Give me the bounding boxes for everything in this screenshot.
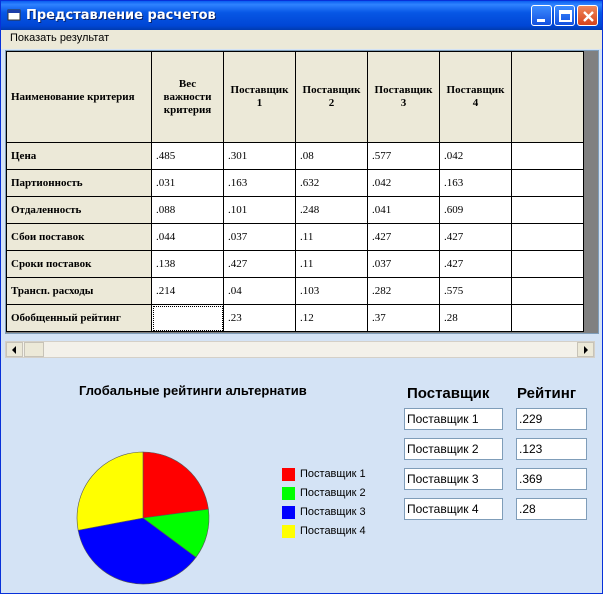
row-header: Отдаленность: [7, 197, 152, 224]
table-cell[interactable]: .101: [224, 197, 296, 224]
table-cell[interactable]: .575: [440, 278, 512, 305]
scroll-left-button[interactable]: [6, 342, 23, 357]
supplier-field[interactable]: Поставщик 2: [404, 438, 503, 460]
table-cell[interactable]: .427: [440, 224, 512, 251]
menu-show-result[interactable]: Показать результат: [10, 32, 110, 44]
menu-bar: [1, 30, 602, 49]
table-cell[interactable]: .301: [224, 143, 296, 170]
supplier-column-header: Поставщик: [407, 385, 490, 402]
supplier-field[interactable]: Поставщик 1: [404, 408, 503, 430]
column-header: Поставщик 2: [296, 52, 368, 143]
column-header: Наименование критерия: [7, 52, 152, 143]
maximize-button[interactable]: [554, 5, 575, 26]
table-cell[interactable]: .37: [368, 305, 440, 332]
table-cell[interactable]: [512, 278, 584, 305]
table-row: [7, 197, 584, 224]
table-cell[interactable]: .042: [368, 170, 440, 197]
legend-label: Поставщик 4: [300, 525, 366, 537]
scroll-thumb[interactable]: [24, 342, 44, 357]
rating-field[interactable]: .28: [516, 498, 587, 520]
pie-chart: [71, 446, 216, 591]
table-cell[interactable]: .28: [440, 305, 512, 332]
table-cell[interactable]: .163: [440, 170, 512, 197]
legend-swatch: [282, 506, 295, 519]
table-cell[interactable]: .042: [440, 143, 512, 170]
table-cell[interactable]: .11: [296, 224, 368, 251]
pie-slice-1: [143, 452, 208, 518]
table-row: [7, 251, 584, 278]
table-cell[interactable]: .427: [368, 224, 440, 251]
rating-field[interactable]: .229: [516, 408, 587, 430]
table-cell[interactable]: [512, 305, 584, 332]
table-cell[interactable]: .485: [152, 143, 224, 170]
row-header: Обобщенный рейтинг: [7, 305, 152, 332]
horizontal-scrollbar[interactable]: [5, 341, 595, 358]
supplier-field[interactable]: Поставщик 4: [404, 498, 503, 520]
table-cell[interactable]: [512, 251, 584, 278]
criteria-table: [6, 51, 584, 332]
table-row: [7, 143, 584, 170]
table-cell[interactable]: .23: [224, 305, 296, 332]
table-row: [7, 305, 584, 332]
legend-label: Поставщик 1: [300, 468, 366, 480]
table-cell[interactable]: .214: [152, 278, 224, 305]
chart-title: Глобальные рейтинги альтернатив: [79, 383, 307, 398]
table-cell[interactable]: .031: [152, 170, 224, 197]
table-cell[interactable]: [512, 170, 584, 197]
legend-swatch: [282, 487, 295, 500]
column-header: Поставщик 1: [224, 52, 296, 143]
row-header: Сбои поставок: [7, 224, 152, 251]
table-cell[interactable]: .138: [152, 251, 224, 278]
close-button[interactable]: [577, 5, 598, 26]
table-cell[interactable]: .103: [296, 278, 368, 305]
table-row: [7, 224, 584, 251]
rating-field[interactable]: .369: [516, 468, 587, 490]
close-icon: [578, 6, 599, 27]
app-icon: [7, 8, 21, 22]
scroll-right-button[interactable]: [577, 342, 594, 357]
table-cell[interactable]: .088: [152, 197, 224, 224]
legend-label: Поставщик 3: [300, 506, 366, 518]
table-cell[interactable]: .609: [440, 197, 512, 224]
legend-swatch: [282, 525, 295, 538]
table-cell[interactable]: .11: [296, 251, 368, 278]
table-cell[interactable]: [512, 143, 584, 170]
window-title: Представление расчетов: [26, 8, 216, 23]
row-header: Трансп. расходы: [7, 278, 152, 305]
row-header: Сроки поставок: [7, 251, 152, 278]
supplier-field[interactable]: Поставщик 3: [404, 468, 503, 490]
rating-column-header: Рейтинг: [517, 385, 577, 402]
table-row: [7, 170, 584, 197]
table-cell[interactable]: .248: [296, 197, 368, 224]
minimize-icon: [532, 6, 553, 27]
maximize-icon: [555, 6, 576, 27]
pie-slice-4: [77, 452, 143, 530]
column-header: [512, 52, 584, 143]
table-row: [7, 278, 584, 305]
table-cell[interactable]: [512, 197, 584, 224]
table-cell[interactable]: .282: [368, 278, 440, 305]
legend-label: Поставщик 2: [300, 487, 366, 499]
table-cell[interactable]: .427: [224, 251, 296, 278]
table-cell[interactable]: [512, 224, 584, 251]
arrow-right-icon: [578, 343, 593, 356]
table-cell[interactable]: .427: [440, 251, 512, 278]
column-header: Поставщик 4: [440, 52, 512, 143]
table-cell[interactable]: .037: [224, 224, 296, 251]
table-header-row: [7, 52, 584, 143]
column-header: Поставщик 3: [368, 52, 440, 143]
table-cell[interactable]: [152, 305, 224, 332]
row-header: Партионность: [7, 170, 152, 197]
table-cell[interactable]: .577: [368, 143, 440, 170]
table-cell[interactable]: .163: [224, 170, 296, 197]
rating-field[interactable]: .123: [516, 438, 587, 460]
minimize-button[interactable]: [531, 5, 552, 26]
row-header: Цена: [7, 143, 152, 170]
title-bar[interactable]: [1, 1, 602, 30]
criteria-grid[interactable]: [5, 50, 599, 334]
table-cell[interactable]: .044: [152, 224, 224, 251]
arrow-left-icon: [7, 343, 22, 356]
table-cell[interactable]: .04: [224, 278, 296, 305]
column-header: Вес важности критерия: [152, 52, 224, 143]
table-cell[interactable]: .037: [368, 251, 440, 278]
table-cell[interactable]: .041: [368, 197, 440, 224]
table-cell[interactable]: .12: [296, 305, 368, 332]
table-cell[interactable]: .632: [296, 170, 368, 197]
legend-swatch: [282, 468, 295, 481]
table-cell[interactable]: .08: [296, 143, 368, 170]
